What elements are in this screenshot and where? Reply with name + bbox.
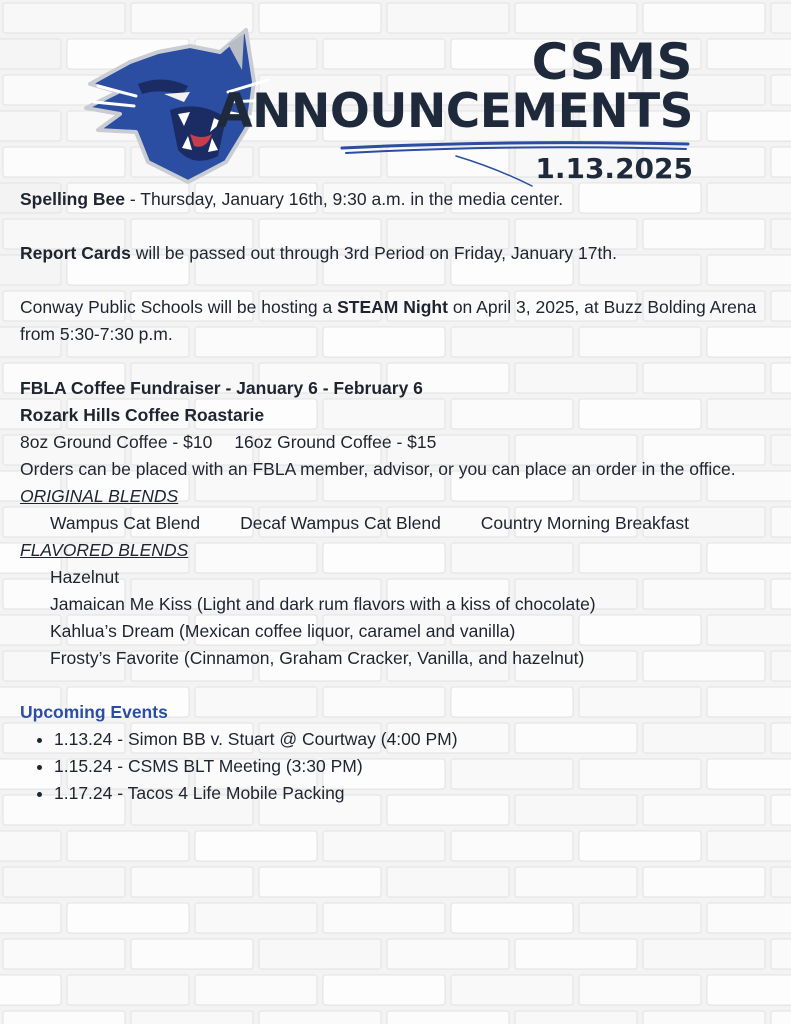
fundraiser-orders: Orders can be placed with an FBLA member, advisor, or you can place an order in the office. [20,459,736,479]
steam-night-label: STEAM Night [337,297,448,317]
event-item: • 1.15.24 - CSMS BLT Meeting (3:30 PM) [54,753,775,780]
fundraiser-title: FBLA Coffee Fundraiser - January 6 - February 6 [20,378,423,398]
list-item: Hazelnut [50,567,120,587]
report-cards-announcement [20,240,775,267]
title-announcements: ANNOUNCEMENTS [216,84,693,139]
steam-night-announcement [20,294,775,348]
spelling-bee-text: - Thursday, January 16th, 9:30 a.m. in the media center. [125,189,564,209]
fundraiser-vendor: Rozark Hills Coffee Roastarie [20,405,265,425]
list-item: Frosty’s Favorite (Cinnamon, Graham Cracker, Vanilla, and hazelnut) [50,648,585,668]
fundraiser-prices [20,429,775,456]
list-item: Kahlua’s Dream (Mexican coffee liquor, caramel and vanilla) [50,621,516,641]
event-item: • 1.13.24 - Simon BB v. Stuart @ Courtway (4:00 PM) [54,726,775,753]
original-blends-list [20,510,775,537]
original-blends-heading: ORIGINAL BLENDS [20,486,179,506]
announcement-body [20,186,775,807]
spelling-bee-label: Spelling Bee [20,189,126,209]
flavored-blends-heading: FLAVORED BLENDS [20,540,189,560]
report-cards-label: Report Cards [20,243,131,263]
upcoming-events-list [20,726,775,807]
price-8oz: 8oz Ground Coffee - $10 [20,432,213,452]
report-cards-text: will be passed out through 3rd Period on Friday, January 17th. [130,243,617,263]
spelling-bee-announcement [20,186,775,213]
list-item: Country Morning Breakfast [480,513,689,533]
flavored-blends-list [20,564,775,672]
steam-text-before: Conway Public Schools will be hosting a [20,297,338,317]
list-item: Decaf Wampus Cat Blend [240,513,441,533]
list-item: Jamaican Me Kiss (Light and dark rum flavors with a kiss of chocolate) [50,594,596,614]
price-16oz: 16oz Ground Coffee - $15 [234,432,437,452]
list-item: Wampus Cat Blend [50,513,201,533]
event-item: • 1.17.24 - Tacos 4 Life Mobile Packing [54,780,775,807]
announcement-date: 1.13.2025 [535,152,693,185]
upcoming-events-heading: Upcoming Events [20,702,168,722]
steam-text-after: on April 3, 2025, at Buzz Bolding Arena from 5:30-7:30 p.m. [20,297,757,344]
title-csms: CSMS [531,33,693,91]
